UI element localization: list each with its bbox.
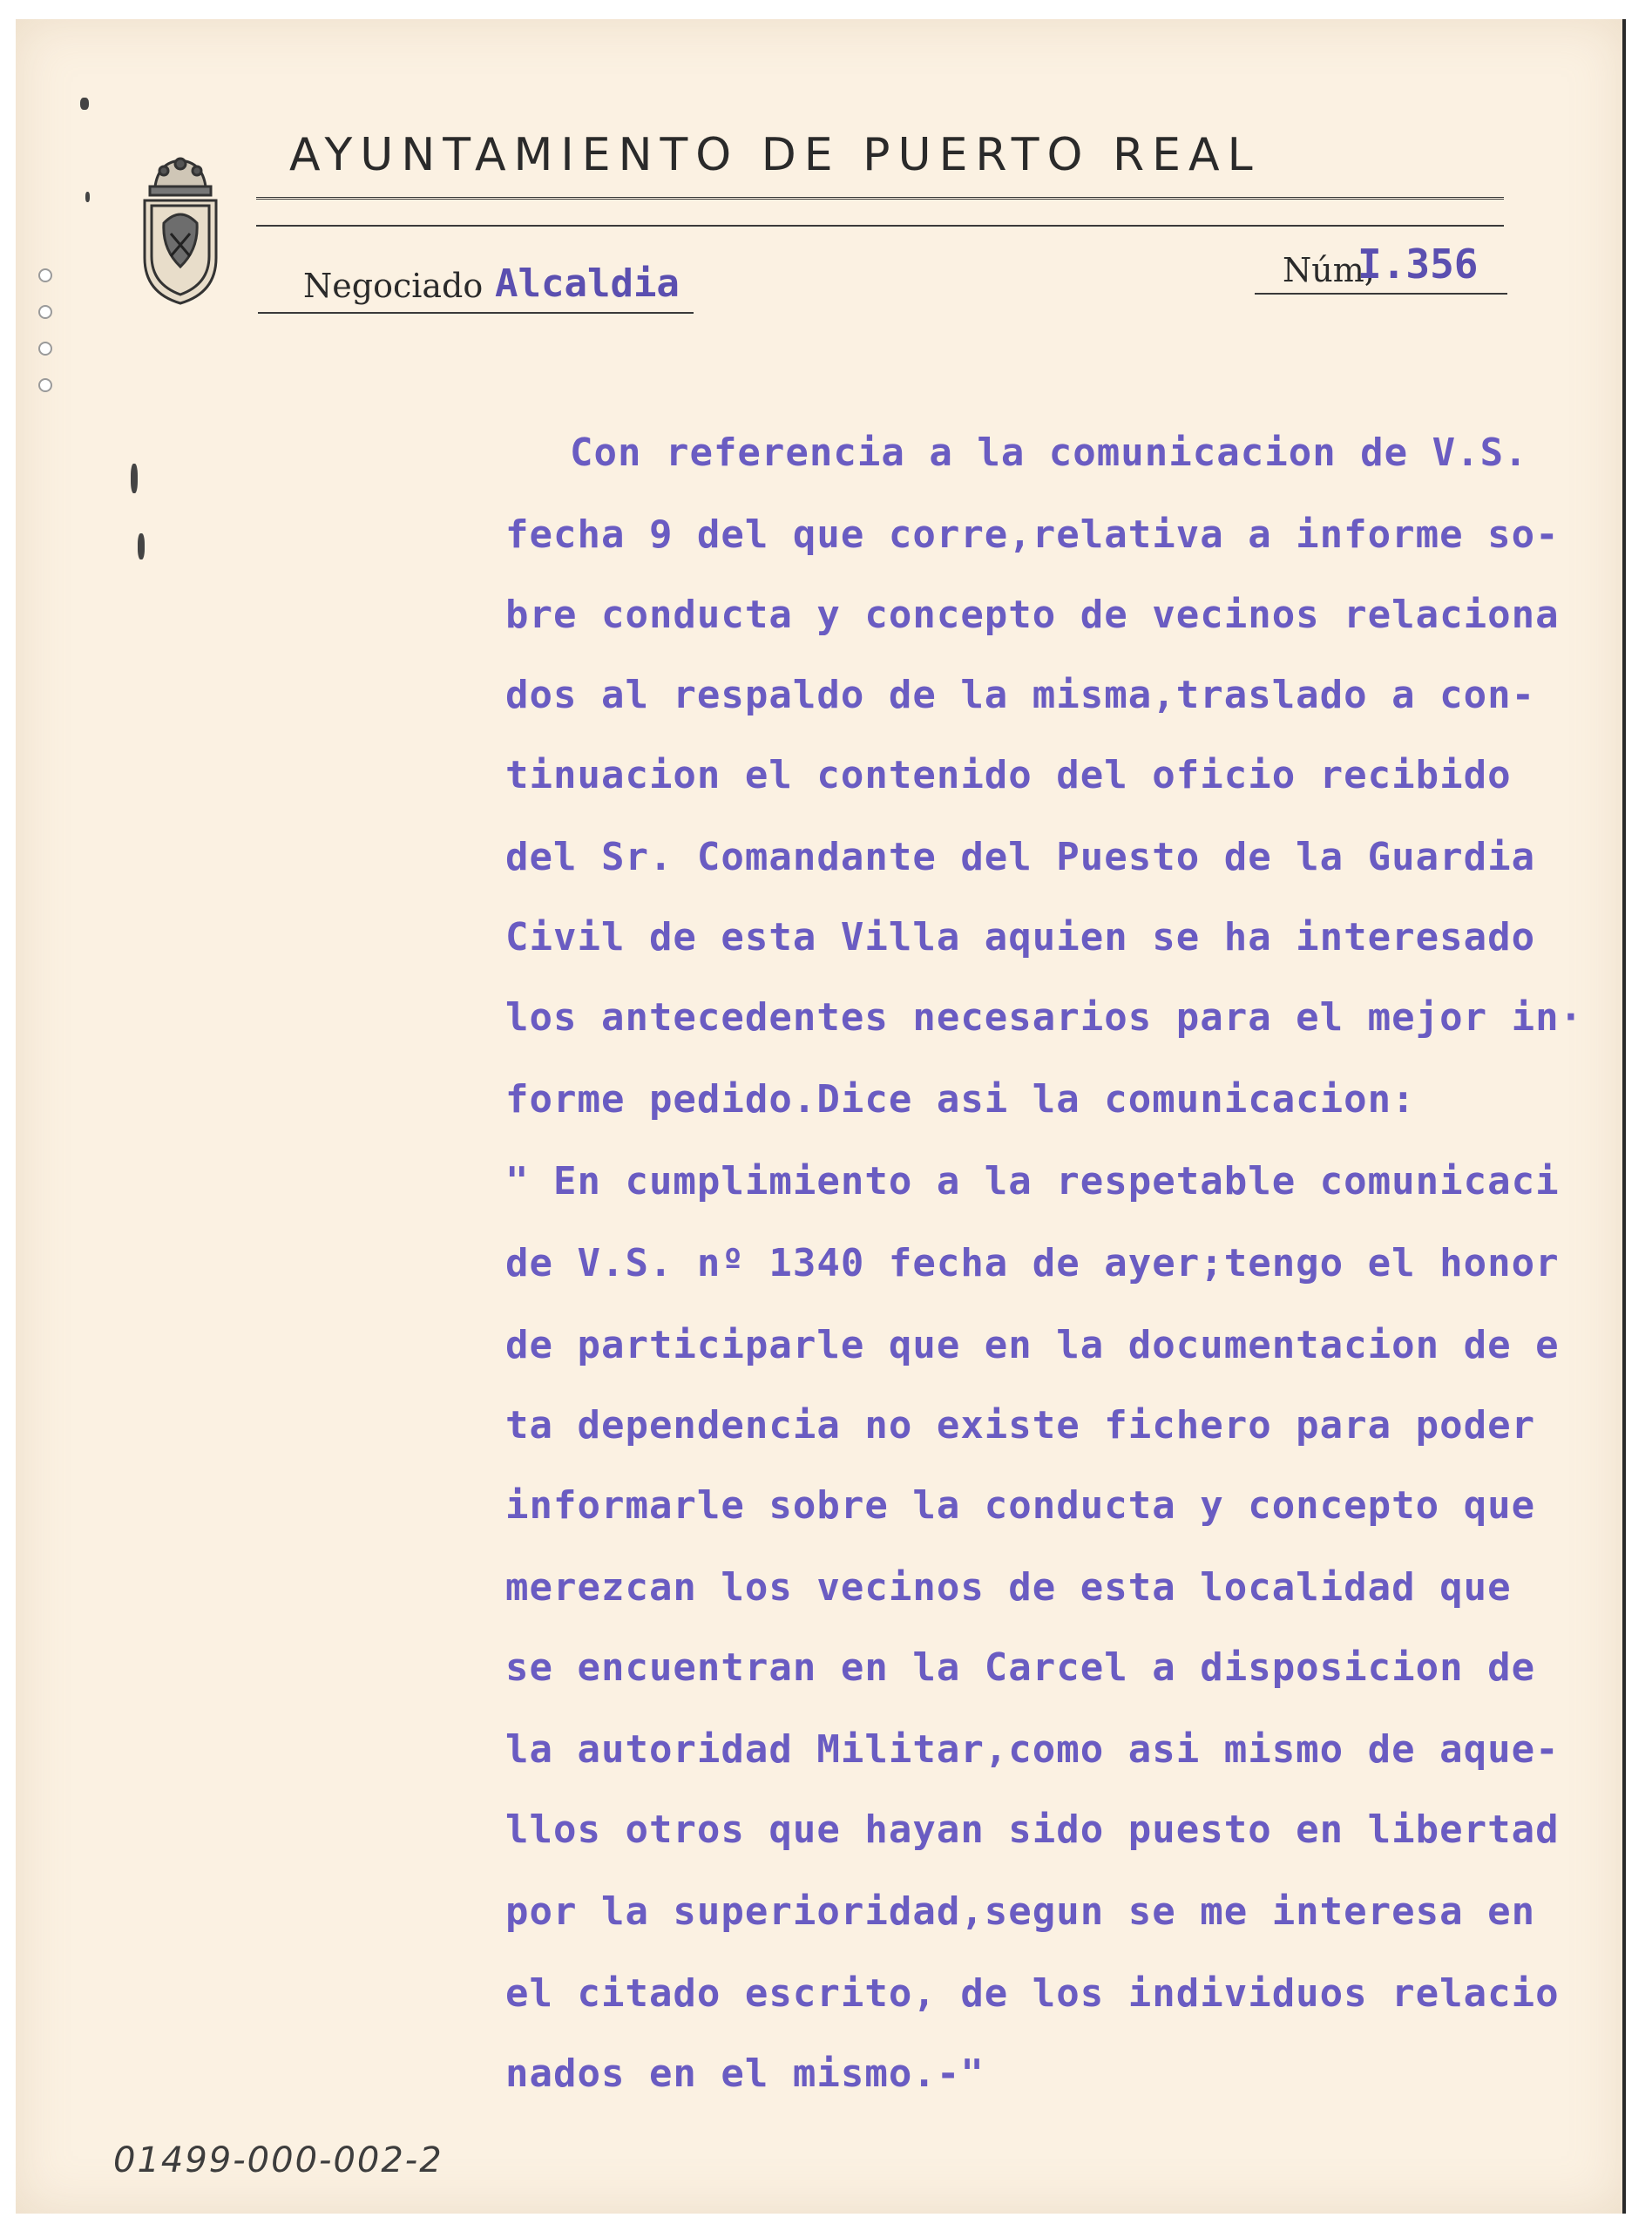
body-line: fecha 9 del que corre,relativa a informe so- (505, 512, 1560, 557)
body-line: tinuacion el contenido del oficio recibido (505, 753, 1512, 797)
header-double-rule (256, 197, 1504, 203)
letterhead-title: AYUNTAMIENTO DE PUERTO REAL (289, 129, 1261, 181)
punch-hole (38, 268, 52, 282)
punch-hole (38, 342, 52, 356)
ink-speck (80, 98, 89, 110)
punch-hole (38, 378, 52, 392)
body-line: forme pedido.Dice asi la comunicacion: (505, 1077, 1416, 1122)
archive-reference-number: 01499-000-002-2 (113, 2140, 443, 2180)
body-line: informarle sobre la conducta y concepto que (505, 1483, 1536, 1528)
body-line: de V.S. nº 1340 fecha de ayer;tengo el honor (505, 1241, 1560, 1285)
body-line: del Sr. Comandante del Puesto de la Guardia (505, 835, 1536, 879)
punch-hole (38, 305, 52, 319)
coat-of-arms-icon (138, 153, 223, 309)
negociado-value: Alcaldia (495, 261, 680, 306)
body-line: ta dependencia no existe fichero para poder (505, 1403, 1536, 1448)
body-line: merezcan los vecinos de esta localidad que (505, 1565, 1512, 1610)
body-line: Civil de esta Villa aquien se ha interesado (505, 915, 1536, 960)
body-line: Con referencia a la comunicacion de V.S. (570, 431, 1528, 475)
body-line: llos otros que hayan sido puesto en libertad (505, 1807, 1560, 1852)
number-label: Núm, (1283, 251, 1375, 289)
negociado-label: Negociado (303, 267, 484, 305)
number-underline (1255, 293, 1507, 295)
ink-speck (138, 533, 145, 559)
negociado-underline (258, 312, 694, 314)
body-line: se encuentran en la Carcel a disposicion de (505, 1645, 1536, 1690)
document-number: I.356 (1357, 241, 1479, 288)
sheet-edge (1622, 19, 1626, 2214)
body-line: nados en el mismo.-" (505, 2051, 985, 2096)
header-rule (256, 225, 1504, 227)
body-line: por la superioridad,segun se me interesa en (505, 1889, 1536, 1934)
body-line: la autoridad Militar,como asi mismo de aque- (505, 1727, 1560, 1772)
body-line: bre conducta y concepto de vecinos relaciona (505, 593, 1560, 637)
body-line: el citado escrito, de los individuos relacio (505, 1971, 1560, 2016)
body-line: los antecedentes necesarios para el mejor in· (505, 995, 1584, 1040)
body-line: " En cumplimiento a la respetable comunicaci (505, 1159, 1560, 1204)
body-line: de participarle que en la documentacion de e (505, 1323, 1560, 1367)
ink-speck (131, 464, 138, 493)
body-line: dos al respaldo de la misma,traslado a con- (505, 673, 1536, 717)
ink-speck (85, 192, 90, 202)
